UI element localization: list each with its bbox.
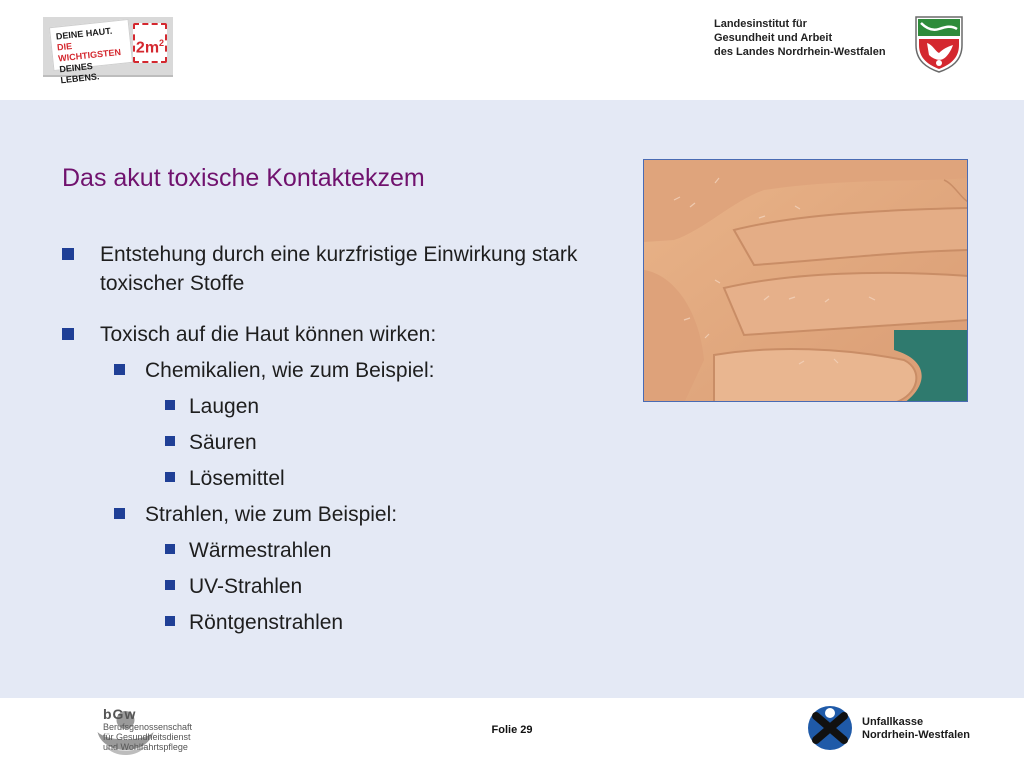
bullet-marker xyxy=(114,364,125,375)
campaign-logo xyxy=(43,17,173,86)
bullet-marker xyxy=(165,544,175,554)
hand-eczema-image xyxy=(644,160,968,402)
bullet-marker xyxy=(62,328,74,340)
hand-eczema-photo xyxy=(643,159,968,402)
bullet-marker xyxy=(165,580,175,590)
bullet-item xyxy=(62,572,582,601)
bgw-line-3: und Wohlfahrtspflege xyxy=(103,742,188,752)
bullet-text: UV-Strahlen xyxy=(189,575,303,598)
bullet-marker xyxy=(165,400,175,410)
bullet-marker xyxy=(114,508,125,519)
bullet-item xyxy=(62,500,582,529)
bullet-item xyxy=(62,392,582,421)
unfallkasse-line-2: Nordrhein-Westfalen xyxy=(862,729,970,741)
institute-line-1: Landesinstitut für xyxy=(714,18,807,30)
bullet-marker xyxy=(165,472,175,482)
bullet-text: Säuren xyxy=(189,431,257,454)
bullet-text: Toxisch auf die Haut können wirken: xyxy=(100,323,437,346)
campaign-badge-sup: 2 xyxy=(159,38,165,48)
bullet-marker xyxy=(165,436,175,446)
bullet-marker xyxy=(62,248,74,260)
bullet-text: Wärmestrahlen xyxy=(189,539,332,562)
campaign-line-2: DIE WICHTIGSTEN xyxy=(56,41,122,64)
nrw-crest-icon xyxy=(913,15,965,73)
bullet-item xyxy=(62,464,582,493)
slide-number: Folie 29 xyxy=(491,724,533,736)
bullet-item xyxy=(62,428,582,457)
campaign-badge-text: 2m xyxy=(135,39,160,57)
campaign-line-3: DEINES LEBENS. xyxy=(58,60,100,86)
institute-line-2: Gesundheit und Arbeit xyxy=(714,32,833,44)
bullet-marker xyxy=(165,616,175,626)
institute-name xyxy=(714,17,909,59)
bullet-text: Laugen xyxy=(189,395,260,418)
bullet-text: Strahlen, wie zum Beispiel: xyxy=(145,503,398,526)
slide-title: Das akut toxische Kontaktekzem xyxy=(62,164,425,192)
bgw-abbr: bGw xyxy=(103,706,137,722)
slide-content xyxy=(0,100,1024,698)
bullet-text: Röntgenstrahlen xyxy=(189,611,344,634)
campaign-badge xyxy=(133,23,167,63)
unfallkasse-line-1: Unfallkasse xyxy=(862,716,924,728)
bullet-item xyxy=(62,536,582,565)
footer xyxy=(0,698,1024,768)
unfallkasse-name xyxy=(862,716,970,742)
bullet-text: Chemikalien, wie zum Beispiel: xyxy=(145,359,435,382)
header xyxy=(0,0,1024,100)
campaign-logo-panel xyxy=(49,19,133,86)
bullet-item xyxy=(62,608,582,637)
campaign-line-1: DEINE HAUT. xyxy=(55,25,113,42)
bullet-item xyxy=(62,356,582,385)
bgw-line-1: Berufsgenossenschaft xyxy=(103,722,193,732)
bullet-list xyxy=(62,240,582,637)
bullet-item xyxy=(62,240,582,298)
bullet-item xyxy=(62,320,582,349)
unfallkasse-logo-icon xyxy=(806,704,854,752)
bullet-text: Lösemittel xyxy=(189,467,285,490)
bullet-text: Entstehung durch eine kurzfristige Einwirkung stark toxischer Stoffe xyxy=(100,243,578,295)
bgw-line-2: für Gesundheitsdienst xyxy=(103,732,191,742)
institute-line-3: des Landes Nordrhein-Westfalen xyxy=(714,46,886,58)
